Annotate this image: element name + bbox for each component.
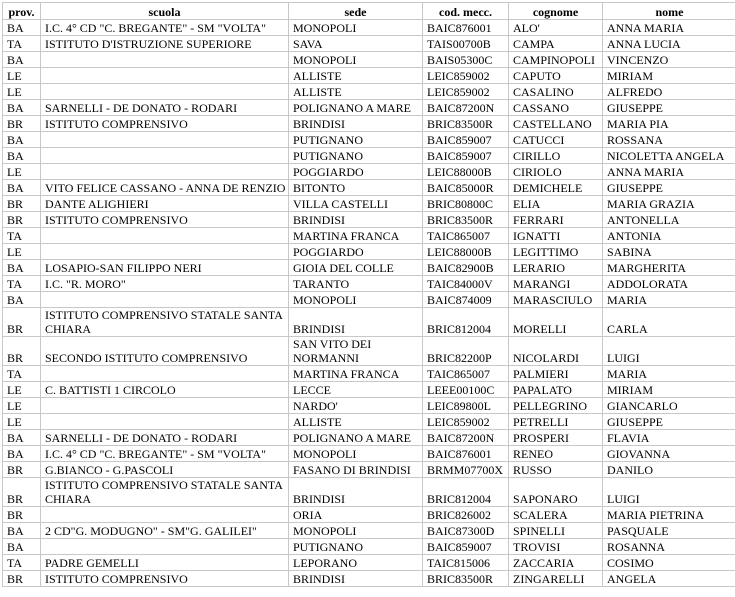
cell-nome: ANNA MARIA	[603, 20, 735, 36]
cell-prov: BA	[3, 446, 41, 462]
cell-cod-mecc: LEIC859002	[423, 414, 509, 430]
cell-sede: MONOPOLI	[289, 52, 423, 68]
cell-scuola: 2 CD"G. MODUGNO" - SM"G. GALILEI"	[41, 523, 289, 539]
cell-cod-mecc: TAIS00700B	[423, 36, 509, 52]
cell-nome: ROSANNA	[603, 539, 735, 555]
cell-nome: GIOVANNA	[603, 446, 735, 462]
cell-prov: BA	[3, 260, 41, 276]
cell-prov: LE	[3, 68, 41, 84]
cell-cod-mecc: LEEE00100C	[423, 382, 509, 398]
cell-nome: GIUSEPPE	[603, 100, 735, 116]
cell-scuola: VITO FELICE CASSANO - ANNA DE RENZIO	[41, 180, 289, 196]
cell-nome: MARIA PIA	[603, 116, 735, 132]
cell-nome: ALFREDO	[603, 84, 735, 100]
cell-prov: BR	[3, 116, 41, 132]
cell-scuola: I.C. 4° CD "C. BREGANTE" - SM "VOLTA"	[41, 20, 289, 36]
cell-sede: LECCE	[289, 382, 423, 398]
cell-cognome: CIRILLO	[509, 148, 603, 164]
cell-nome: DANILO	[603, 462, 735, 478]
table-row	[3, 366, 735, 382]
cell-sede: PUTIGNANO	[289, 148, 423, 164]
cell-prov: BR	[3, 337, 41, 366]
cell-nome: SABINA	[603, 244, 735, 260]
cell-sede: SAN VITO DEI NORMANNI	[289, 337, 423, 366]
table-row	[3, 180, 735, 196]
cell-prov: BA	[3, 132, 41, 148]
table-row	[3, 462, 735, 478]
cell-cognome: CASTELLANO	[509, 116, 603, 132]
cell-sede: MARTINA FRANCA	[289, 366, 423, 382]
column-header-sede: sede	[289, 3, 423, 20]
cell-sede: TARANTO	[289, 276, 423, 292]
table-row	[3, 308, 735, 337]
cell-prov: BA	[3, 430, 41, 446]
cell-prov: BA	[3, 292, 41, 308]
cell-scuola: ISTITUTO COMPRENSIVO	[41, 571, 289, 587]
table-row	[3, 292, 735, 308]
table-row	[3, 52, 735, 68]
cell-nome: GIUSEPPE	[603, 180, 735, 196]
table-row	[3, 84, 735, 100]
teachers-table	[2, 2, 735, 587]
table-row	[3, 571, 735, 587]
cell-sede: VILLA CASTELLI	[289, 196, 423, 212]
cell-sede: PUTIGNANO	[289, 539, 423, 555]
cell-prov: LE	[3, 164, 41, 180]
cell-prov: TA	[3, 228, 41, 244]
cell-nome: FLAVIA	[603, 430, 735, 446]
cell-cod-mecc: LEIC859002	[423, 84, 509, 100]
cell-prov: BR	[3, 507, 41, 523]
cell-scuola: ISTITUTO COMPRENSIVO STATALE SANTA CHIARA	[41, 308, 289, 337]
table-row	[3, 337, 735, 366]
cell-scuola: DANTE ALIGHIERI	[41, 196, 289, 212]
table-row	[3, 164, 735, 180]
cell-cognome: LEGITTIMO	[509, 244, 603, 260]
header-row	[3, 3, 735, 20]
cell-sede: ALLISTE	[289, 68, 423, 84]
cell-cognome: CASSANO	[509, 100, 603, 116]
cell-sede: POLIGNANO A MARE	[289, 430, 423, 446]
cell-cod-mecc: BRIC83500R	[423, 571, 509, 587]
table-row	[3, 68, 735, 84]
cell-nome: ROSSANA	[603, 132, 735, 148]
cell-prov: BA	[3, 100, 41, 116]
cell-nome: MARIA	[603, 292, 735, 308]
cell-scuola: SECONDO ISTITUTO COMPRENSIVO	[41, 337, 289, 366]
cell-cognome: CASALINO	[509, 84, 603, 100]
cell-prov: BR	[3, 571, 41, 587]
cell-cod-mecc: TAIC865007	[423, 228, 509, 244]
column-header-cognome: cognome	[509, 3, 603, 20]
cell-prov: BA	[3, 20, 41, 36]
cell-scuola: I.C. 4° CD "C. BREGANTE" - SM "VOLTA"	[41, 446, 289, 462]
cell-cognome: NICOLARDI	[509, 337, 603, 366]
cell-nome: ANGELA	[603, 571, 735, 587]
cell-scuola: G.BIANCO - G.PASCOLI	[41, 462, 289, 478]
cell-sede: POGGIARDO	[289, 164, 423, 180]
table-row	[3, 20, 735, 36]
cell-cognome: CAPUTO	[509, 68, 603, 84]
cell-cod-mecc: BAIC87200N	[423, 100, 509, 116]
cell-nome: MIRIAM	[603, 68, 735, 84]
cell-nome: ANNA LUCIA	[603, 36, 735, 52]
cell-scuola	[41, 164, 289, 180]
cell-cod-mecc: LEIC859002	[423, 68, 509, 84]
cell-scuola	[41, 52, 289, 68]
cell-cognome: MARANGI	[509, 276, 603, 292]
cell-cod-mecc: TAIC815006	[423, 555, 509, 571]
cell-prov: LE	[3, 414, 41, 430]
cell-prov: BA	[3, 52, 41, 68]
cell-scuola: SARNELLI - DE DONATO - RODARI	[41, 100, 289, 116]
cell-prov: LE	[3, 382, 41, 398]
cell-nome: MARIA GRAZIA	[603, 196, 735, 212]
table-row	[3, 196, 735, 212]
cell-scuola	[41, 366, 289, 382]
cell-scuola	[41, 292, 289, 308]
cell-cognome: MORELLI	[509, 308, 603, 337]
table-row	[3, 260, 735, 276]
cell-scuola	[41, 228, 289, 244]
cell-cod-mecc: BAIC876001	[423, 20, 509, 36]
cell-prov: BR	[3, 212, 41, 228]
table-row	[3, 478, 735, 507]
cell-prov: TA	[3, 36, 41, 52]
cell-cognome: PAPALATO	[509, 382, 603, 398]
cell-cognome: DEMICHELE	[509, 180, 603, 196]
cell-nome: ANNA MARIA	[603, 164, 735, 180]
cell-cod-mecc: TAIC865007	[423, 366, 509, 382]
cell-nome: MARIA	[603, 366, 735, 382]
table-row	[3, 446, 735, 462]
cell-nome: GIUSEPPE	[603, 414, 735, 430]
cell-cod-mecc: BRIC80800C	[423, 196, 509, 212]
cell-cognome: MARASCIULO	[509, 292, 603, 308]
cell-sede: MONOPOLI	[289, 292, 423, 308]
cell-cod-mecc: BAIC859007	[423, 148, 509, 164]
cell-cod-mecc: BRIC812004	[423, 478, 509, 507]
cell-scuola: ISTITUTO COMPRENSIVO	[41, 212, 289, 228]
cell-scuola: ISTITUTO COMPRENSIVO STATALE SANTA CHIARA	[41, 478, 289, 507]
cell-scuola	[41, 414, 289, 430]
table-row	[3, 148, 735, 164]
cell-cod-mecc: LEIC88000B	[423, 244, 509, 260]
column-header-scuola: scuola	[41, 3, 289, 20]
table-row	[3, 132, 735, 148]
cell-prov: BA	[3, 523, 41, 539]
table-row	[3, 276, 735, 292]
cell-sede: LEPORANO	[289, 555, 423, 571]
column-header-nome: nome	[603, 3, 735, 20]
cell-sede: GIOIA DEL COLLE	[289, 260, 423, 276]
column-header-prov: prov.	[3, 3, 41, 20]
cell-prov: BA	[3, 539, 41, 555]
table-row	[3, 212, 735, 228]
cell-prov: BA	[3, 180, 41, 196]
cell-cod-mecc: BRMM07700X	[423, 462, 509, 478]
cell-scuola: PADRE GEMELLI	[41, 555, 289, 571]
cell-cognome: SCALERA	[509, 507, 603, 523]
cell-cognome: CAMPINOPOLI	[509, 52, 603, 68]
cell-cod-mecc: TAIC84000V	[423, 276, 509, 292]
table-body	[3, 20, 735, 587]
cell-scuola: SARNELLI - DE DONATO - RODARI	[41, 430, 289, 446]
table-row	[3, 398, 735, 414]
cell-nome: COSIMO	[603, 555, 735, 571]
cell-cognome: ZINGARELLI	[509, 571, 603, 587]
cell-nome: MARIA PIETRINA	[603, 507, 735, 523]
cell-cod-mecc: BAIC859007	[423, 539, 509, 555]
cell-cognome: PETRELLI	[509, 414, 603, 430]
cell-cognome: RENEO	[509, 446, 603, 462]
cell-cognome: SAPONARO	[509, 478, 603, 507]
table-row	[3, 382, 735, 398]
cell-nome: NICOLETTA ANGELA	[603, 148, 735, 164]
cell-cod-mecc: BAIC87300D	[423, 523, 509, 539]
column-header-cod-mecc: cod. mecc.	[423, 3, 509, 20]
cell-prov: BR	[3, 478, 41, 507]
cell-sede: SAVA	[289, 36, 423, 52]
cell-cognome: IGNATTI	[509, 228, 603, 244]
cell-cognome: LERARIO	[509, 260, 603, 276]
cell-cod-mecc: BRIC826002	[423, 507, 509, 523]
cell-sede: BITONTO	[289, 180, 423, 196]
cell-cod-mecc: BAIC874009	[423, 292, 509, 308]
cell-scuola	[41, 132, 289, 148]
cell-sede: POLIGNANO A MARE	[289, 100, 423, 116]
cell-cod-mecc: BRIC82200P	[423, 337, 509, 366]
cell-nome: VINCENZO	[603, 52, 735, 68]
cell-sede: POGGIARDO	[289, 244, 423, 260]
cell-cognome: ALO'	[509, 20, 603, 36]
cell-cod-mecc: BRIC812004	[423, 308, 509, 337]
cell-nome: MARGHERITA	[603, 260, 735, 276]
cell-scuola	[41, 68, 289, 84]
cell-sede: BRINDISI	[289, 116, 423, 132]
cell-nome: ADDOLORATA	[603, 276, 735, 292]
cell-sede: BRINDISI	[289, 308, 423, 337]
cell-cognome: PALMIERI	[509, 366, 603, 382]
table-row	[3, 414, 735, 430]
table-row	[3, 523, 735, 539]
cell-sede: MONOPOLI	[289, 523, 423, 539]
cell-cod-mecc: BRIC83500R	[423, 212, 509, 228]
cell-cognome: TROVISI	[509, 539, 603, 555]
cell-sede: ALLISTE	[289, 84, 423, 100]
cell-scuola	[41, 539, 289, 555]
cell-sede: NARDO'	[289, 398, 423, 414]
cell-sede: BRINDISI	[289, 212, 423, 228]
cell-scuola	[41, 84, 289, 100]
cell-scuola: ISTITUTO COMPRENSIVO	[41, 116, 289, 132]
cell-cod-mecc: BAIC87200N	[423, 430, 509, 446]
cell-nome: PASQUALE	[603, 523, 735, 539]
table-row	[3, 36, 735, 52]
cell-prov: BR	[3, 196, 41, 212]
cell-sede: BRINDISI	[289, 571, 423, 587]
cell-nome: MIRIAM	[603, 382, 735, 398]
cell-prov: BR	[3, 462, 41, 478]
table-row	[3, 430, 735, 446]
cell-cod-mecc: BAIC876001	[423, 446, 509, 462]
cell-nome: GIANCARLO	[603, 398, 735, 414]
cell-cod-mecc: LEIC88000B	[423, 164, 509, 180]
cell-sede: BRINDISI	[289, 478, 423, 507]
table-row	[3, 555, 735, 571]
cell-sede: ALLISTE	[289, 414, 423, 430]
cell-cognome: PROSPERI	[509, 430, 603, 446]
cell-scuola	[41, 398, 289, 414]
cell-nome: CARLA	[603, 308, 735, 337]
cell-cognome: RUSSO	[509, 462, 603, 478]
cell-cognome: PELLEGRINO	[509, 398, 603, 414]
table-row	[3, 100, 735, 116]
cell-prov: TA	[3, 366, 41, 382]
cell-cod-mecc: BRIC83500R	[423, 116, 509, 132]
cell-cognome: ELIA	[509, 196, 603, 212]
cell-cognome: CAMPA	[509, 36, 603, 52]
cell-scuola: LOSAPIO-SAN FILIPPO NERI	[41, 260, 289, 276]
cell-nome: LUIGI	[603, 478, 735, 507]
table-row	[3, 244, 735, 260]
cell-sede: MARTINA FRANCA	[289, 228, 423, 244]
cell-prov: BR	[3, 308, 41, 337]
cell-sede: MONOPOLI	[289, 20, 423, 36]
cell-nome: LUIGI	[603, 337, 735, 366]
cell-sede: FASANO DI BRINDISI	[289, 462, 423, 478]
cell-scuola	[41, 507, 289, 523]
cell-cod-mecc: BAIS05300C	[423, 52, 509, 68]
table-row	[3, 539, 735, 555]
cell-prov: TA	[3, 276, 41, 292]
cell-cod-mecc: BAIC859007	[423, 132, 509, 148]
cell-sede: ORIA	[289, 507, 423, 523]
cell-sede: MONOPOLI	[289, 446, 423, 462]
cell-cognome: SPINELLI	[509, 523, 603, 539]
cell-scuola: I.C. "R. MORO"	[41, 276, 289, 292]
cell-nome: ANTONIA	[603, 228, 735, 244]
cell-nome: ANTONELLA	[603, 212, 735, 228]
cell-cognome: ZACCARIA	[509, 555, 603, 571]
cell-prov: LE	[3, 84, 41, 100]
cell-prov: LE	[3, 244, 41, 260]
cell-cod-mecc: BAIC85000R	[423, 180, 509, 196]
cell-scuola	[41, 148, 289, 164]
cell-prov: BA	[3, 148, 41, 164]
cell-cognome: CIRIOLO	[509, 164, 603, 180]
table-row	[3, 507, 735, 523]
cell-sede: PUTIGNANO	[289, 132, 423, 148]
cell-scuola: ISTITUTO D'ISTRUZIONE SUPERIORE	[41, 36, 289, 52]
cell-prov: TA	[3, 555, 41, 571]
table-row	[3, 116, 735, 132]
cell-scuola	[41, 244, 289, 260]
cell-cod-mecc: LEIC89800L	[423, 398, 509, 414]
cell-scuola: C. BATTISTI 1 CIRCOLO	[41, 382, 289, 398]
cell-cognome: FERRARI	[509, 212, 603, 228]
cell-cod-mecc: BAIC82900B	[423, 260, 509, 276]
cell-cognome: CATUCCI	[509, 132, 603, 148]
table-row	[3, 228, 735, 244]
cell-prov: LE	[3, 398, 41, 414]
